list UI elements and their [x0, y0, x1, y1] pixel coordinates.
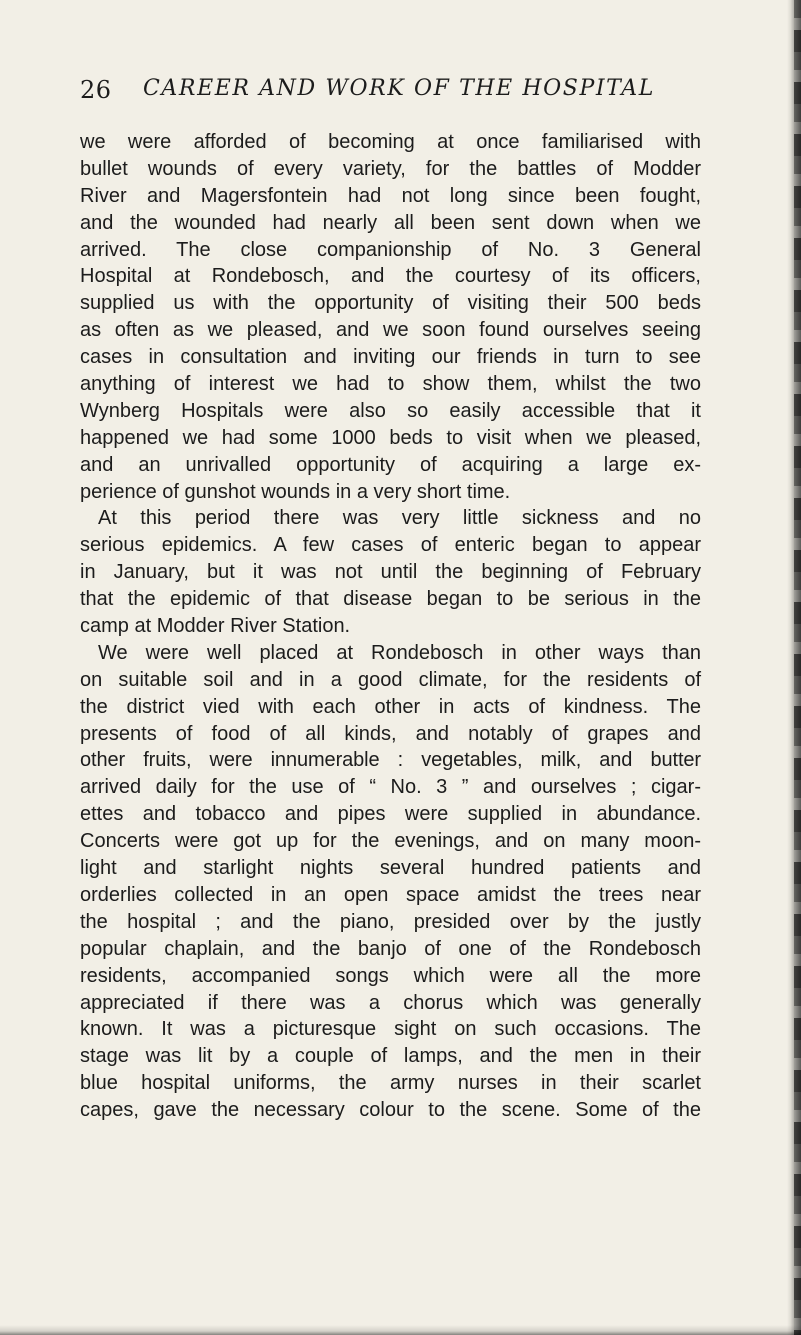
text-line: Concerts were got up for the evenings, and on many moon-	[80, 830, 701, 853]
paragraph-end-line: camp at Modder River Station.	[80, 615, 351, 638]
text-line: supplied us with the opportunity of visiting their 500 beds	[80, 292, 701, 315]
paragraph-start-line: We were well placed at Rondebosch in other ways than	[98, 641, 701, 664]
text-line: anything of interest we had to show them, whilst the two	[80, 373, 701, 396]
text-line: and the wounded had nearly all been sent down when we	[80, 211, 701, 234]
text-line: as often as we pleased, and we soon found ourselves seeing	[80, 319, 701, 342]
text-line: ettes and tobacco and pipes were supplied in abundance.	[80, 803, 701, 826]
page-edge-binding	[794, 0, 801, 1335]
text-line: Wynberg Hospitals were also so easily accessible that it	[80, 399, 701, 422]
running-head: CAREER AND WORK OF THE HOSPITAL	[143, 76, 655, 101]
text-line: arrived. The close companionship of No. 3 General	[80, 238, 701, 261]
text-line: in January, but it was not until the beginning of February	[80, 561, 701, 584]
text-line: popular chaplain, and the banjo of one of the Rondebosch	[80, 937, 701, 960]
text-line: orderlies collected in an open space amidst the trees near	[80, 883, 701, 906]
text-line: serious epidemics. A few cases of enteric began to appear	[80, 534, 701, 557]
text-line: capes, gave the necessary colour to the scene. Some of the	[80, 1099, 701, 1122]
text-line: on suitable soil and in a good climate, for the residents of	[80, 668, 701, 691]
text-line: cases in consultation and inviting our friends in turn to see	[80, 346, 701, 369]
text-line: Hospital at Rondebosch, and the courtesy of its officers,	[80, 265, 701, 288]
text-line: and an unrivalled opportunity of acquiring a large ex-	[80, 453, 701, 476]
paragraph-end-line: perience of gunshot wounds in a very short time.	[80, 480, 511, 503]
text-line: happened we had some 1000 beds to visit when we pleased,	[80, 426, 701, 449]
text-line: known. It was a picturesque sight on such occasions. The	[80, 1018, 701, 1041]
page-number: 26	[80, 76, 112, 104]
text-line: stage was lit by a couple of lamps, and the men in their	[80, 1045, 701, 1068]
body-text	[80, 129, 701, 1124]
text-line: River and Magersfontein had not long since been fought,	[80, 184, 701, 207]
text-line: the hospital ; and the piano, presided over by the justly	[80, 910, 701, 933]
text-line: presents of food of all kinds, and notably of grapes and	[80, 722, 701, 745]
text-line: other fruits, were innumerable : vegetables, milk, and butter	[80, 749, 701, 772]
text-line: that the epidemic of that disease began to be serious in the	[80, 588, 701, 611]
text-line: arrived daily for the use of “ No. 3 ” and ourselves ; cigar-	[80, 776, 701, 799]
text-line: the district vied with each other in acts of kindness. The	[80, 695, 701, 718]
text-line: we were afforded of becoming at once familiarised with	[80, 131, 701, 153]
text-line: appreciated if there was a chorus which was generally	[80, 991, 701, 1014]
text-line: light and starlight nights several hundred patients and	[80, 857, 701, 880]
text-line: residents, accompanied songs which were all the more	[80, 964, 701, 987]
text-line: bullet wounds of every variety, for the battles of Modder	[80, 157, 701, 180]
text-line: blue hospital uniforms, the army nurses in their scarlet	[80, 1072, 701, 1095]
page-bottom-shadow	[0, 1325, 801, 1335]
page-header	[80, 76, 700, 116]
paragraph-start-line: At this period there was very little sickness and no	[98, 507, 701, 530]
